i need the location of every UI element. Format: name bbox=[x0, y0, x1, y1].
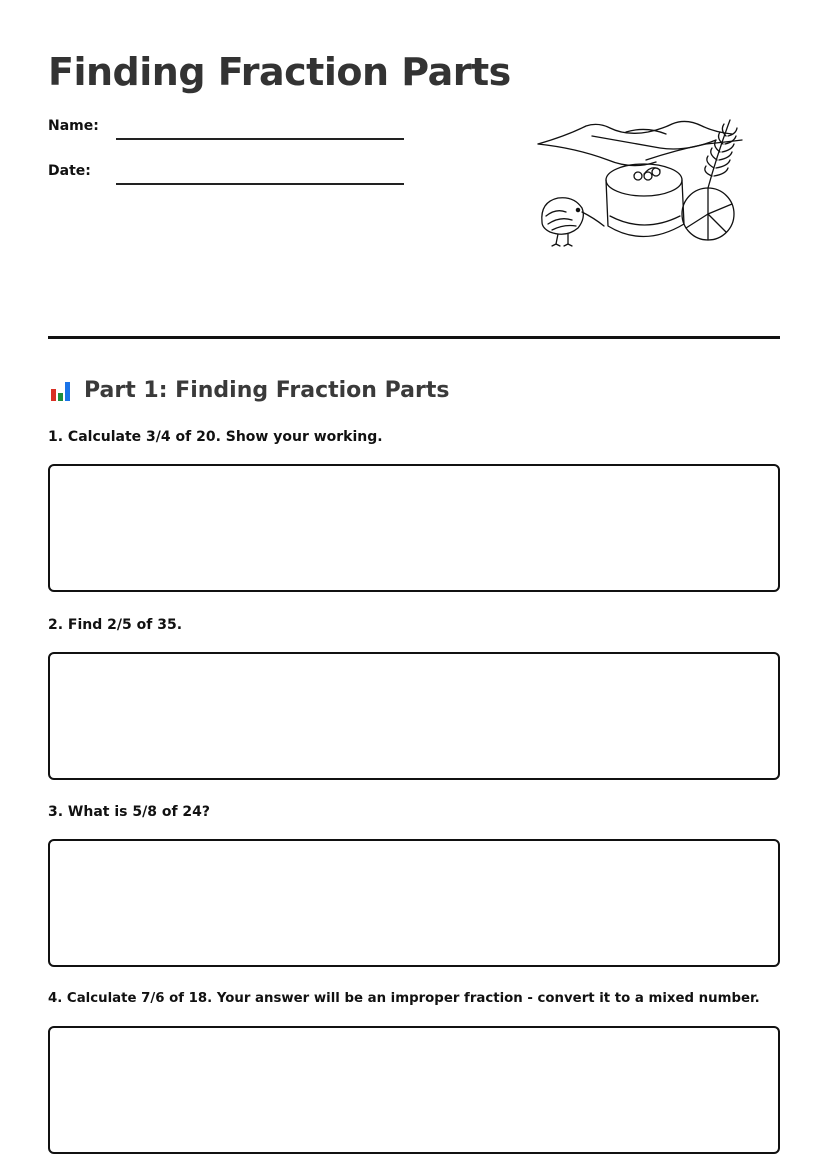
question-3: 3. What is 5/8 of 24? bbox=[48, 804, 211, 820]
pie-chart-icon bbox=[682, 188, 734, 240]
answer-box-2[interactable] bbox=[48, 652, 780, 780]
hills-icon bbox=[538, 121, 732, 144]
question-2: 2. Find 2/5 of 35. bbox=[48, 617, 183, 633]
name-field bbox=[48, 118, 408, 148]
worksheet-page bbox=[48, 0, 780, 1118]
kiwi-bird-icon bbox=[542, 198, 604, 246]
date-line[interactable] bbox=[116, 183, 404, 185]
name-label: Name: bbox=[48, 118, 99, 134]
answer-box-1[interactable] bbox=[48, 464, 780, 592]
answer-box-3[interactable] bbox=[48, 839, 780, 967]
bar-chart-icon bbox=[48, 377, 74, 403]
date-label: Date: bbox=[48, 163, 91, 179]
name-line[interactable] bbox=[116, 138, 404, 140]
fern-icon bbox=[705, 120, 737, 188]
cheese-icon bbox=[606, 164, 684, 237]
kiwi-cheese-fern-pie-illustration bbox=[536, 112, 748, 252]
answer-box-4[interactable] bbox=[48, 1026, 780, 1154]
section-divider bbox=[48, 336, 780, 339]
question-1: 1. Calculate 3/4 of 20. Show your working. bbox=[48, 429, 383, 445]
worksheet-title: Finding Fraction Parts bbox=[48, 50, 511, 94]
section-header bbox=[48, 374, 449, 406]
question-4: 4. Calculate 7/6 of 18. Your answer will be an improper fraction - convert it to a mixed number. bbox=[48, 991, 760, 1006]
section-title: Part 1: Finding Fraction Parts bbox=[84, 377, 450, 403]
date-field bbox=[48, 163, 408, 193]
